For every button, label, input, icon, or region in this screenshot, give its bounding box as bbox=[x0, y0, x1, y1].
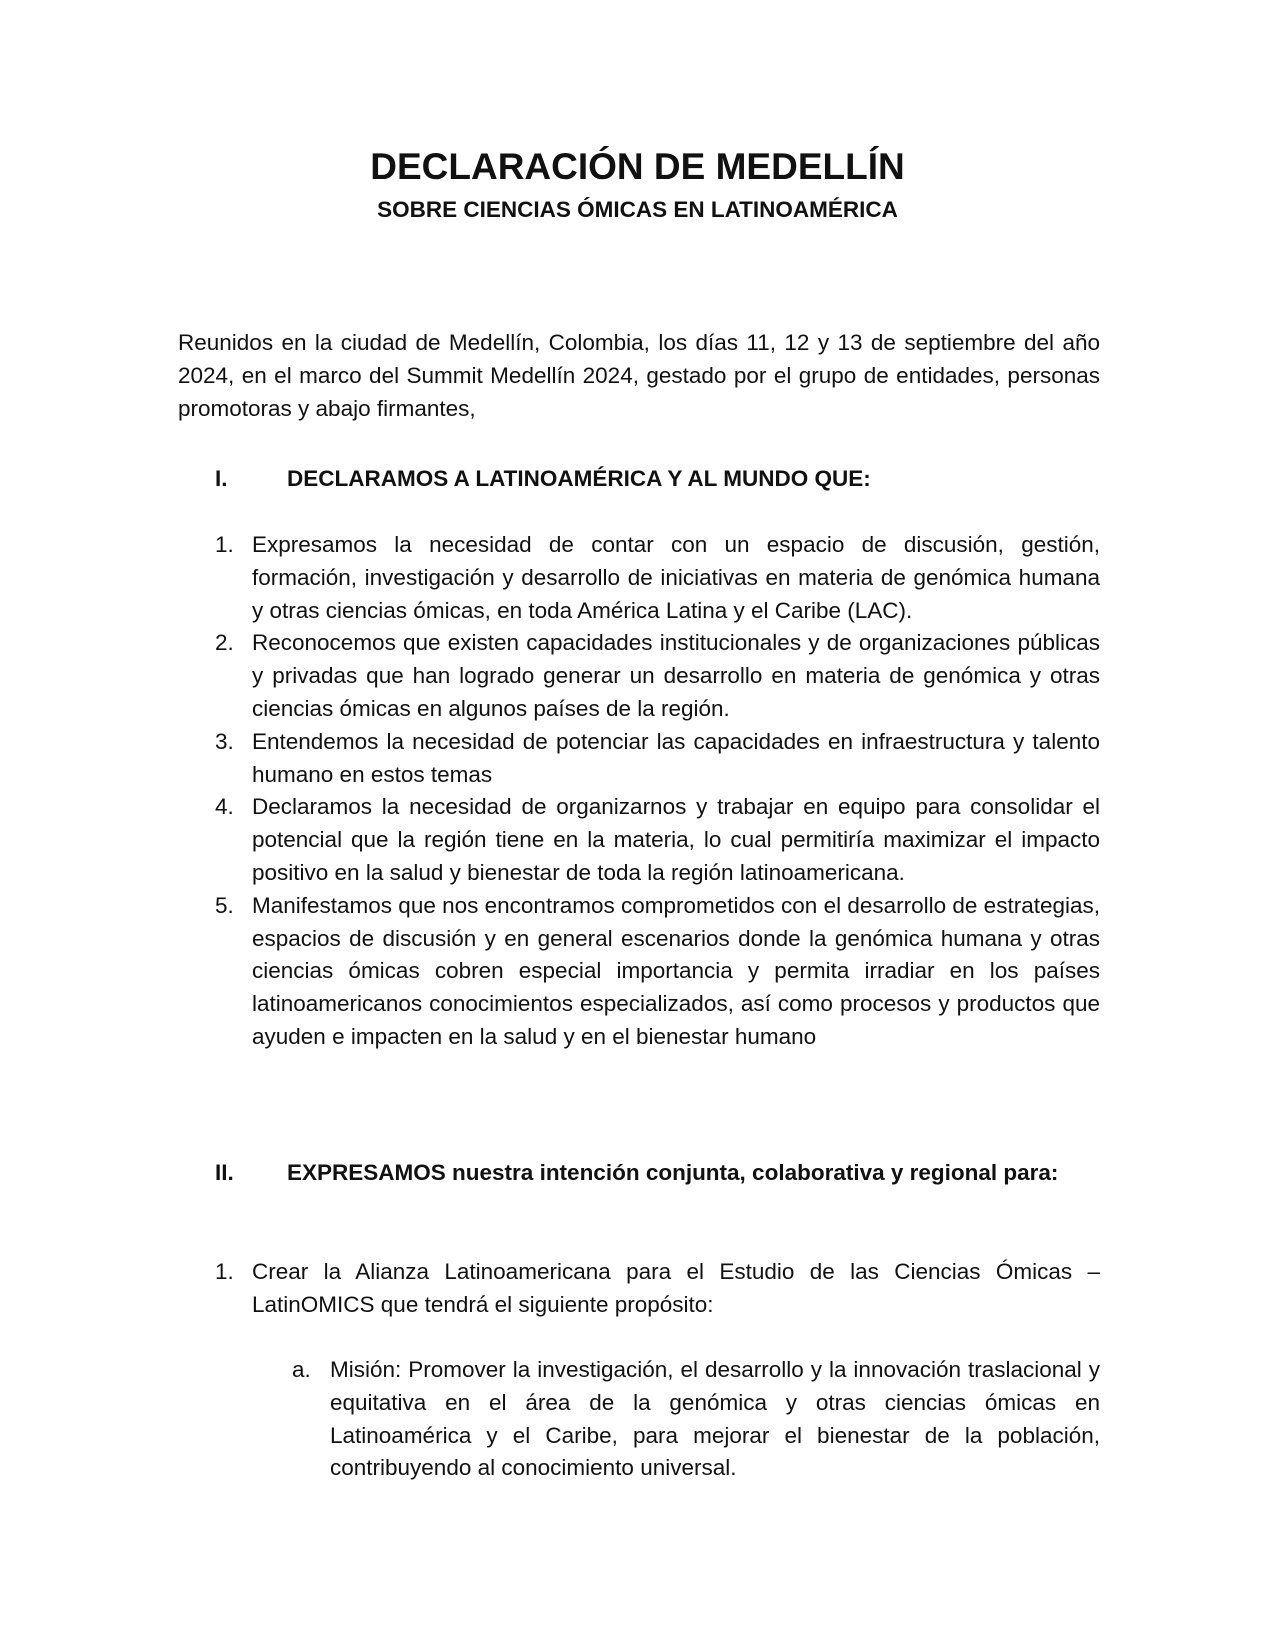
list-item bbox=[215, 627, 1100, 725]
list-item-text: Crear la Alianza Latinoamericana para el Estudio de las Ciencias Ómicas – LatinOMICS que tendrá el siguiente propósito: bbox=[252, 1259, 1100, 1317]
section-2-sublist bbox=[292, 1354, 1100, 1485]
section-1-list bbox=[215, 529, 1100, 1054]
list-item bbox=[215, 890, 1100, 1054]
list-number: 5. bbox=[215, 892, 234, 918]
sublist-item bbox=[292, 1354, 1100, 1485]
section-numeral: II. bbox=[215, 1160, 234, 1185]
document-title: DECLARACIÓN DE MEDELLÍN bbox=[370, 146, 905, 187]
list-item-text: Manifestamos que nos encontramos comprometidos con el desarrollo de estrategias, espacios de discusión y en general escenarios donde la genómica humana y otras ciencias ómicas cobren especial importancia y permita irradiar en los países latinoamericanos conocimientos especializados, así como procesos y productos que ayuden e impacten en la salud y en el bienestar humano bbox=[252, 892, 1100, 1049]
list-number: 3. bbox=[215, 728, 234, 754]
list-item bbox=[215, 1256, 1100, 1322]
list-number: 4. bbox=[215, 794, 234, 820]
section-2-list bbox=[215, 1256, 1100, 1322]
list-item-text: Declaramos la necesidad de organizarnos y trabajar en equipo para consolidar el potencial que la región tiene en la materia, lo cual permitiría maximizar el impacto positivo en la salud y bienestar de toda la región latinoamericana. bbox=[252, 794, 1100, 885]
sublist-letter: a. bbox=[292, 1357, 311, 1382]
list-item bbox=[215, 791, 1100, 889]
section-heading-1 bbox=[215, 462, 1100, 495]
section-heading-text: EXPRESAMOS nuestra intención conjunta, colaborativa y regional para: bbox=[287, 1160, 1059, 1185]
section-numeral: I. bbox=[215, 466, 228, 491]
list-item-text: Expresamos la necesidad de contar con un espacio de discusión, gestión, formación, investigación y desarrollo de iniciativas en materia de genómica humana y otras ciencias ómicas, en toda América Latina y el Caribe (LAC). bbox=[252, 532, 1100, 623]
list-item-text: Reconocemos que existen capacidades institucionales y de organizaciones públicas y privadas que han logrado generar un desarrollo en materia de genómica y otras ciencias ómicas en algunos países de la región. bbox=[252, 630, 1100, 721]
list-item-text: Entendemos la necesidad de potenciar las capacidades en infraestructura y talento humano en estos temas bbox=[252, 728, 1100, 787]
list-item bbox=[215, 529, 1100, 627]
list-number: 1. bbox=[215, 1259, 234, 1284]
section-heading-text: DECLARAMOS A LATINOAMÉRICA Y AL MUNDO QUE: bbox=[287, 466, 871, 491]
list-number: 1. bbox=[215, 532, 234, 557]
list-number: 2. bbox=[215, 630, 234, 656]
list-item bbox=[215, 726, 1100, 792]
section-heading-2 bbox=[215, 1156, 1100, 1189]
sublist-item-text: Misión: Promover la investigación, el desarrollo y la innovación traslacional y equitativa en el área de la genómica y otras ciencias ómicas en Latinoamérica y el Caribe, para mejorar el bienestar de la población, contribuyendo al conocimiento universal. bbox=[330, 1357, 1100, 1481]
document-subtitle: SOBRE CIENCIAS ÓMICAS EN LATINOAMÉRICA bbox=[377, 197, 898, 222]
intro-paragraph: Reunidos en la ciudad de Medellín, Colombia, los días 11, 12 y 13 de septiembre del año 2024, en el marco del Summit Medellín 2024, gestado por el grupo de entidades, personas promotoras y abajo firmantes, bbox=[178, 330, 1100, 421]
